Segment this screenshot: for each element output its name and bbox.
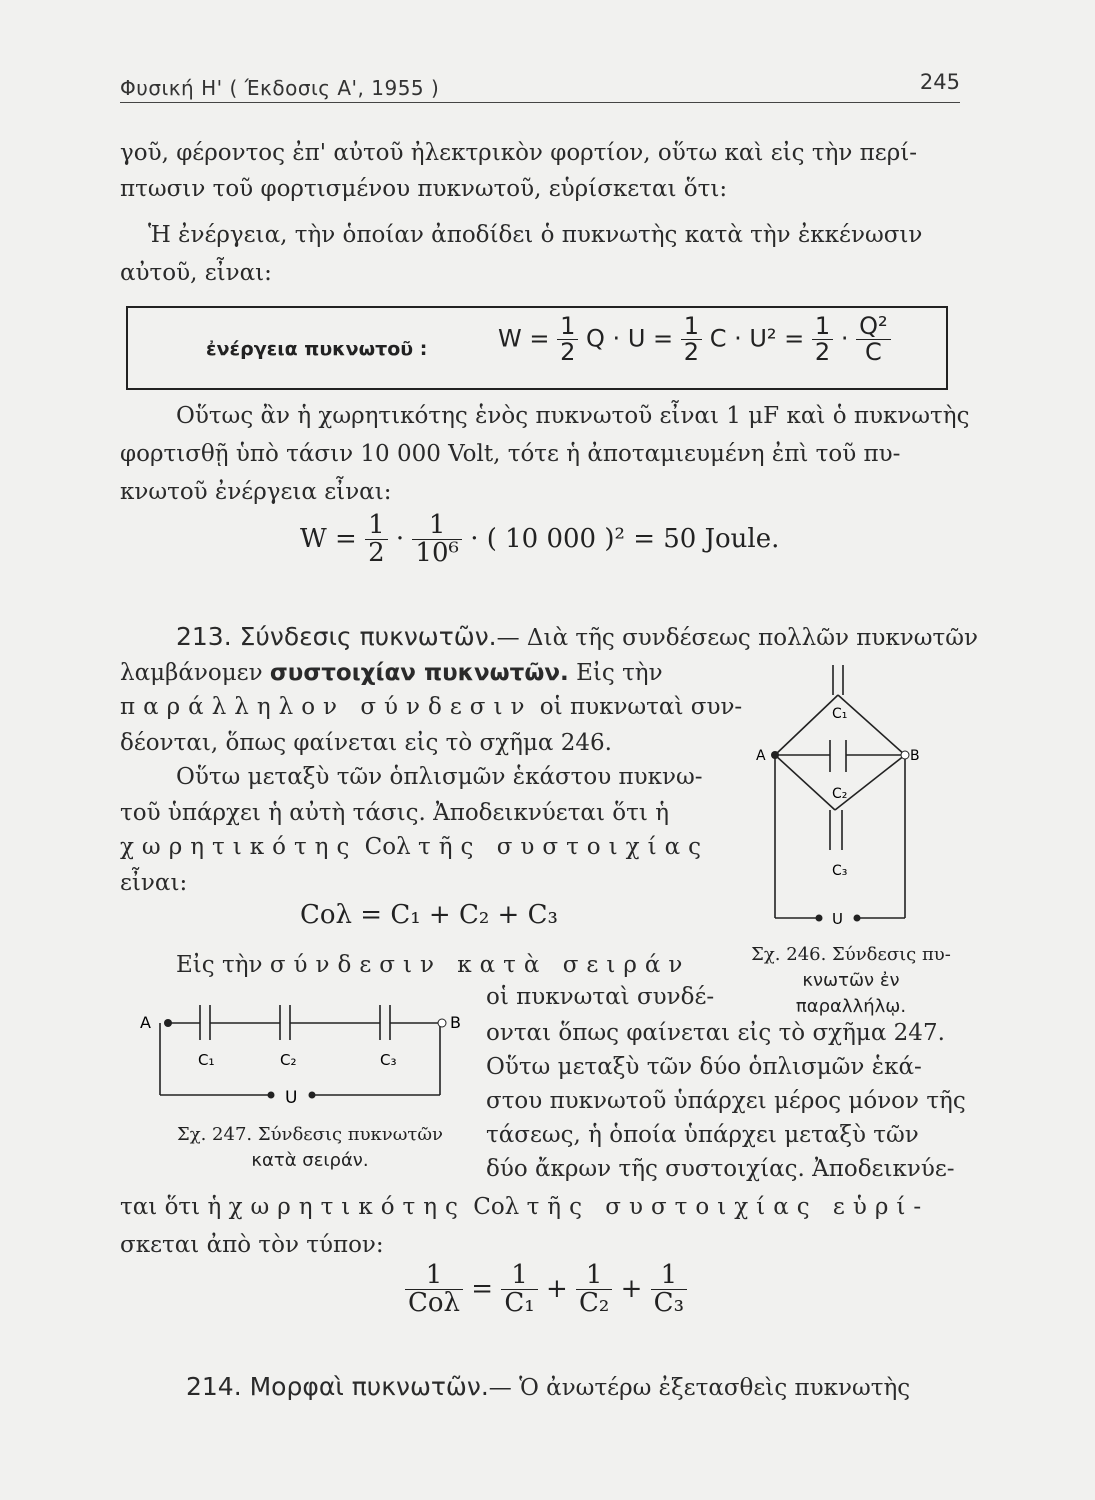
fraction-half: $\frac{1}{2}$ [681,314,702,365]
text-line: χωρητικότης Cολ τῆς συστοιχίας [120,834,710,860]
text-line: σκεται ἀπὸ τὸν τύπον: [120,1232,384,1258]
text-line: τάσεως, ἡ ὁποία ὑπάρχει μεταξὺ τῶν [486,1122,919,1148]
label-c2: C₂ [280,1051,297,1069]
label-c1: C₁ [832,706,848,722]
terminal-a [771,751,779,759]
text-line: οἱ πυκνωταὶ συνδέ- [486,984,715,1010]
label-a: A [756,748,766,764]
label-c1: C₁ [198,1051,215,1069]
text-line: στου πυκνωτοῦ ὑπάρχει μέρος μόνον τῆς [486,1088,966,1114]
text-line: εἶναι: [120,870,188,896]
text-line: φορτισθῇ ὑπὸ τάσιν 10 000 Volt, τότε ἡ ἀποταμιευμένη ἐπὶ τοῦ πυ- [120,441,901,467]
fraction-q2-over-c: $\frac{\text{Q²}}{C}$ [856,314,891,365]
label-b: B [910,748,920,764]
text-line: Οὕτω μεταξὺ τῶν ὁπλισμῶν ἑκάστου πυκνω- [176,764,703,790]
text-line: τοῦ ὑπάρχει ἡ αὐτὴ τάσις. Ἀποδεικνύεται ὅτι ἡ [120,800,669,826]
header-title: Φυσική Η' ( Έκδοσις Α', 1955 ) [120,76,440,100]
label-u: U [832,910,843,928]
text-line: Εἰς τὴν σύνδεσιν κατὰ σειράν [176,952,691,978]
terminal-b [901,751,909,759]
figure-247-caption: Σχ. 247. Σύνδεσις πυκνωτῶν κατὰ σειράν. [176,1124,444,1171]
label-u: U [285,1088,298,1108]
section-213-title: 213. Σύνδεσις πυκνωτῶν. [176,622,497,651]
text-line: πτωσιν τοῦ φορτισμένου πυκνωτοῦ, εὑρίσκεται ὅτι: [120,176,728,202]
figure-246-caption: Σχ. 246. Σύνδεσις πυ- κνωτῶν ἐν παραλλήλῳ. [751,944,951,1017]
page-number: 245 [919,70,960,94]
text-line: ται ὅτι ἡ χωρητικότης Cολ τῆς συστοιχίας εὑρί- [120,1194,930,1220]
terminal-u-right [854,915,861,922]
section-214-heading-line: 214. Μορφαὶ πυκνωτῶν.— Ὁ ἀνωτέρω ἐξετασθεὶς πυκνωτὴς [186,1372,911,1401]
text-line: παράλληλον σύνδεσιν οἱ πυκνωταὶ συν- [120,694,743,720]
fraction-half: $\frac{1}{2}$ [557,314,578,365]
energy-formula: W = $\frac{1}{2}$ Q · U = $\frac{1}{2}$ C · U² = $\frac{1}{2}$ · $\frac{\text{Q²}}{C}$ [498,314,891,365]
label-b: B [450,1013,461,1032]
section-214-title: 214. Μορφαὶ πυκνωτῶν. [186,1372,489,1401]
section-213-heading-line: 213. Σύνδεσις πυκνωτῶν.— Διὰ τῆς συνδέσεως πολλῶν πυκνωτῶν [176,622,978,651]
text-line: γοῦ, φέροντος ἐπ' αὐτοῦ ἠλεκτρικὸν φορτίον, οὕτω καὶ εἰς τὴν περί- [120,140,918,166]
bold-term: συστοιχίαν πυκνωτῶν. [269,660,569,686]
wire [838,695,905,755]
text-line: κνωτοῦ ἐνέργεια εἶναι: [120,479,392,505]
text-line: αὐτοῦ, εἶναι: [120,260,272,286]
series-equation: $\frac{1}{\text{Cολ}}$ = $\frac{1}{\text{C₁}}$ + $\frac{1}{\text{C₂}}$ + $\frac{1}{\text{C₃}}$ [405,1262,687,1318]
figure-246-parallel-circuit [750,650,920,940]
wire [775,695,838,755]
terminal-u-left [268,1092,275,1099]
parallel-equation: Cολ = C₁ + C₂ + C₃ [300,900,558,930]
text-line: Οὕτω μεταξὺ τῶν δύο ὁπλισμῶν ἑκά- [486,1054,922,1080]
energy-label: ἐνέργεια πυκνωτοῦ : [206,338,428,360]
label-c2: C₂ [832,786,848,802]
fraction-half: $\frac{1}{2}$ [812,314,833,365]
label-c3: C₃ [832,863,848,879]
text-line: λαμβάνομεν συστοιχίαν πυκνωτῶν. Εἰς τὴν [120,660,663,686]
terminal-u-left [816,915,823,922]
text-line: δύο ἄκρων τῆς συστοιχίας. Ἀποδεικνύε- [486,1156,955,1182]
figure-247-series-circuit [140,995,470,1110]
text-line: Οὕτως ἂν ἡ χωρητικότης ἑνὸς πυκνωτοῦ εἶναι 1 μF καὶ ὁ πυκνωτὴς [176,403,970,429]
terminal-b [438,1019,446,1027]
running-header [120,70,960,103]
label-a: A [140,1013,151,1032]
energy-formula-box [126,306,948,390]
terminal-a [164,1019,172,1027]
wire [775,755,835,810]
terminal-u-right [309,1092,316,1099]
var-W: W [498,324,522,353]
text-line: Ἡ ἐνέργεια, τὴν ὁποίαν ἀποδίδει ὁ πυκνωτὴς κατὰ τὴν ἐκκένωσιν [148,222,923,248]
text-line: δέονται, ὅπως φαίνεται εἰς τὸ σχῆμα 246. [120,730,612,756]
text-line: ονται ὅπως φαίνεται εἰς τὸ σχῆμα 247. [486,1020,945,1046]
label-c3: C₃ [380,1051,397,1069]
example-equation: W = $\frac{1}{2}$ · $\frac{1}{\text{10⁶}}$ · ( 10 000 )² = 50 Joule. [300,510,780,569]
